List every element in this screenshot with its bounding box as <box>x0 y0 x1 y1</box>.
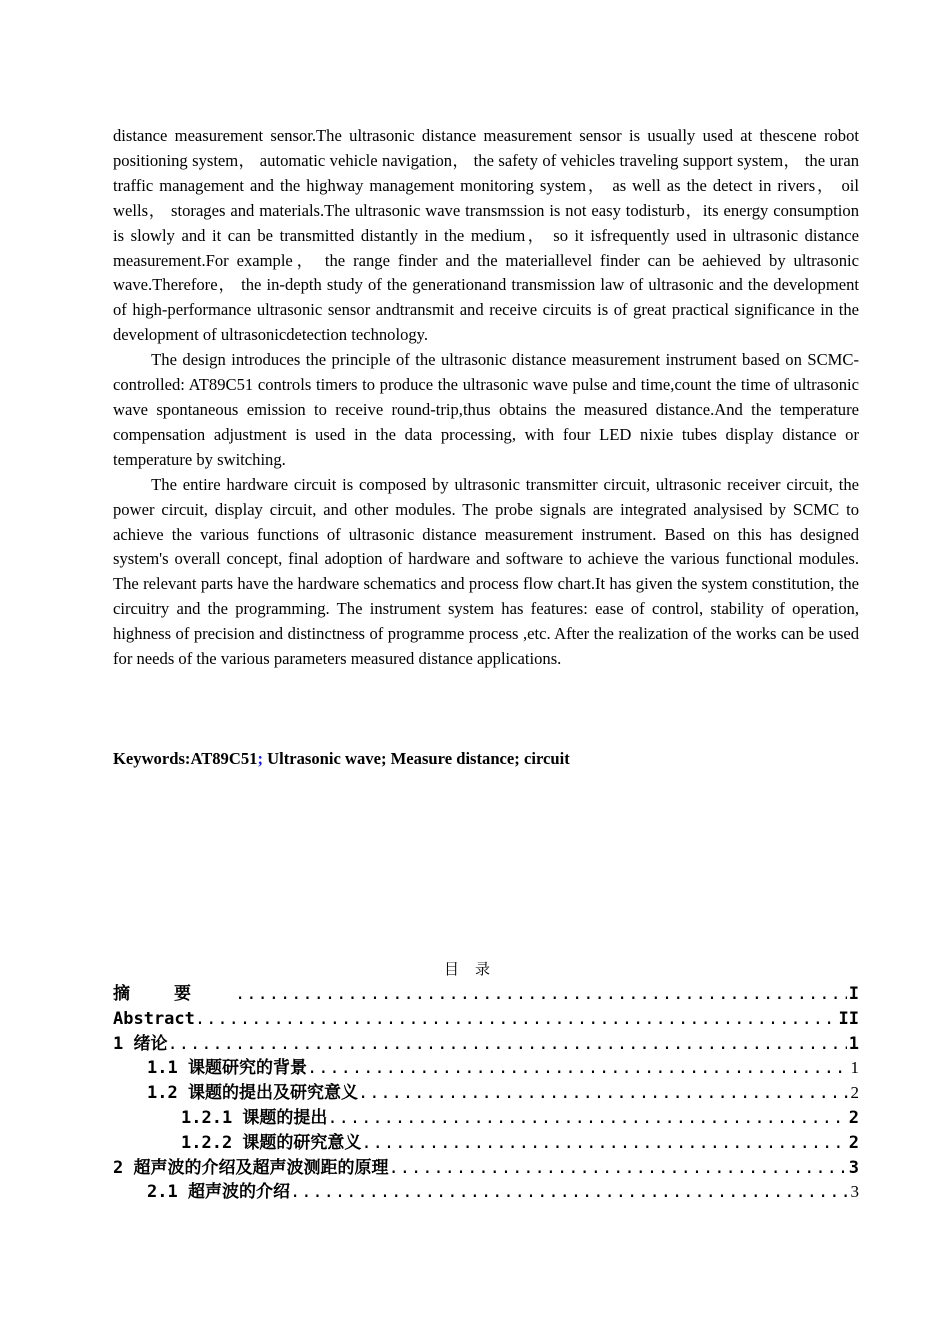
toc-entry-page: 3 <box>850 1182 859 1202</box>
toc-leader-dots <box>388 1156 846 1181</box>
toc-entry-page: 1 <box>848 1033 859 1054</box>
toc-entry-section-1-2-2[interactable] <box>113 1131 859 1156</box>
toc-entry-label: 1.2.1 课题的提出 <box>181 1107 328 1128</box>
toc-entry-section-1-1[interactable] <box>113 1056 859 1081</box>
toc-entry-label: 2.1 超声波的介绍 <box>147 1182 290 1203</box>
abstract-paragraph-3: The entire hardware circuit is composed by ultrasonic transmitter circuit, ultrasonic receiver circuit, the power circuit, display circuit, and other modules. The probe signals are integrated analysised by SCMC to achieve the various functions of ultrasonic distance measurement instrument. Based on this has designed system's overall concept, final adoption of hardware and software to achieve the various functional modules. The relevant parts have the hardware schematics and process flow chart.It has given the system constitution, the circuitry and the programming. The instrument system has features: ease of control, stability of operation, highness of precision and distinctness of programme process ,etc. After the realization of the works can be used for needs of the various parameters measured distance applications. <box>113 474 859 669</box>
abstract-paragraph-2: The design introduces the principle of the ultrasonic distance measurement instrument based on SCMC-controlled: AT89C51 controls timers to produce the ultrasonic wave pulse and time,count the time of ultrasonic wave spontaneous emission to receive round-trip,thus obtains the measured distance.And the temperature compensation adjustment is used in the data processing, with four LED nixie tubes display distance or temperature by switching. <box>113 350 859 469</box>
toc-entry-section-1-2-1[interactable] <box>113 1106 859 1131</box>
keyword-separator: ; <box>257 749 263 768</box>
toc-entry-page: 3 <box>848 1157 859 1178</box>
abstract-paragraph-1: distance measurement sensor.The ultrasonic distance measurement sensor is usually used at thescene robot positioning system， automatic vehicle navigation， the safety of vehicles traveling support system， the uran traffic management and the highway management monitoring system， as well as the detect in rivers， oil wells， storages and materials.The ultrasonic wave transmssion is not easy todisturb，its energy consumption is slowly and it can be transmitted distantly in the medium， so it isfrequently used in ultrasonic distance measurement.For example， the range finder and the materiallevel finder can be aehieved by ultrasonic wave.Therefore， the in-depth study of the generationand transmission law of ultrasonic and the development of high-performance ultrasonic sensor andtransmit and receive circuits is of great practical significance in the development of ultrasonicdetection technology. <box>113 126 859 345</box>
toc-leader-dots <box>307 1056 849 1081</box>
toc-entry-section-2-1[interactable] <box>113 1180 859 1205</box>
toc-entry-page: 2 <box>850 1083 859 1103</box>
toc-entry-chapter-2[interactable] <box>113 1156 859 1181</box>
toc-entry-label: 1.2 课题的提出及研究意义 <box>147 1083 358 1104</box>
toc-entry-label: 摘要 <box>113 984 235 1004</box>
keywords-label: Keywords: <box>113 749 191 768</box>
toc-entry-label: 1.2.2 课题的研究意义 <box>181 1132 362 1153</box>
toc-entry-page: I <box>848 984 859 1004</box>
keyword-first: AT89C51 <box>190 749 258 768</box>
toc-leader-dots <box>361 1131 846 1156</box>
toc-entry-label: 2 超声波的介绍及超声波测距的原理 <box>113 1157 389 1178</box>
toc-entry-page: II <box>838 1008 859 1029</box>
toc-entry-abstract-cn[interactable] <box>113 982 859 1007</box>
toc-entry-chapter-1[interactable] <box>113 1032 859 1057</box>
toc-leader-dots <box>235 982 847 1007</box>
toc-leader-dots <box>290 1180 849 1205</box>
keywords-rest: Ultrasonic wave; Measure distance; circuit <box>262 749 570 768</box>
toc-entry-page: 1 <box>850 1058 859 1078</box>
toc-leader-dots <box>167 1032 846 1057</box>
toc-entry-page: 2 <box>848 1132 859 1153</box>
toc-leader-dots <box>195 1007 837 1032</box>
toc-leader-dots <box>358 1081 849 1106</box>
toc-entry-section-1-2[interactable] <box>113 1081 859 1106</box>
table-of-contents <box>113 982 859 1205</box>
toc-entry-abstract-en[interactable] <box>113 1007 859 1032</box>
toc-leader-dots <box>327 1106 846 1131</box>
keywords-line <box>113 747 859 771</box>
toc-title: 目录 <box>443 960 506 978</box>
toc-entry-label: 1.1 课题研究的背景 <box>147 1058 307 1079</box>
toc-entry-label: Abstract <box>113 1008 195 1029</box>
abstract-body <box>113 124 859 672</box>
toc-entry-label: 1 绪论 <box>113 1033 168 1054</box>
toc-entry-page: 2 <box>848 1107 859 1128</box>
